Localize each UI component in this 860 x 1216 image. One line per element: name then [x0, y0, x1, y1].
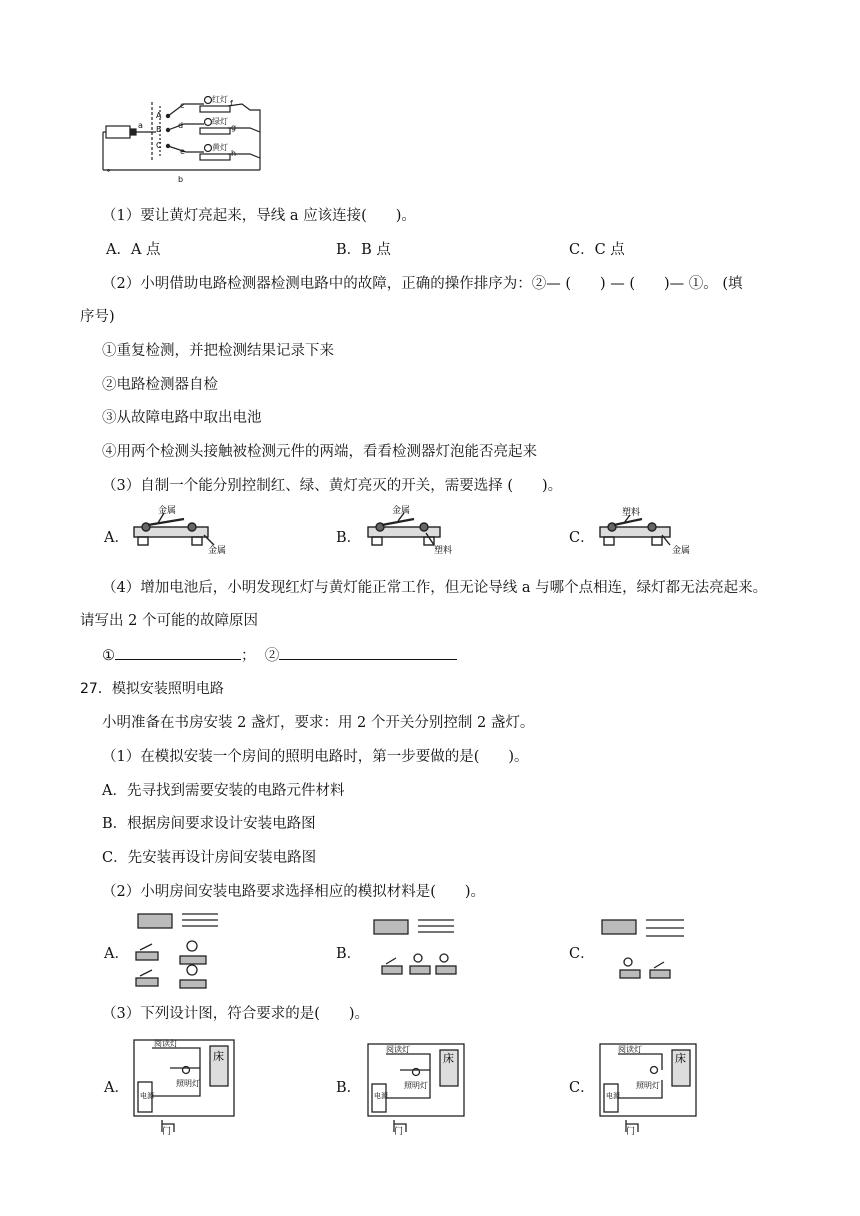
q26-p4-answer-row [102, 643, 457, 665]
label-A: A [156, 111, 162, 120]
materials-figure-c [596, 916, 696, 980]
label-red-light: 红灯 [212, 95, 228, 104]
q27-p3-option-a[interactable]: A． [104, 1080, 129, 1096]
q27-p2-option-c[interactable]: C． [569, 946, 595, 962]
q26-p3-option-c[interactable]: C． [569, 530, 595, 546]
fp-a-bed: 床 [213, 1050, 224, 1063]
fp-a-reading-lamp: 阅读灯 [154, 1039, 178, 1048]
q26-p2-step-2: ②电路检测器自检 [102, 377, 218, 393]
q27-p1-stem: （1）在模拟安装一个房间的照明电路时，第一步要做的是( )。 [102, 749, 529, 765]
label-C: C [156, 141, 162, 150]
fp-c-lighting-lamp: 照明灯 [636, 1081, 660, 1090]
q26-p3-stem: （3）自制一个能分别控制红、绿、黄灯亮灭的开关，需要选择 ( )。 [102, 478, 563, 494]
label-green-light: 绿灯 [212, 117, 228, 126]
q27-p1-option-c[interactable]: C．先安装再设计房间安装电路图 [102, 850, 317, 866]
switch-figure-a [128, 505, 238, 555]
label-h: h [231, 149, 237, 158]
label-g: g [231, 123, 237, 132]
materials-figure-b [368, 916, 468, 980]
fp-c-reading-lamp: 阅读灯 [618, 1045, 642, 1054]
fp-a-power: 电源 [140, 1092, 154, 1100]
fp-b-power: 电源 [374, 1092, 388, 1100]
q26-p4-stem-cont: 请写出 2 个可能的故障原因 [80, 613, 258, 629]
fp-c-bed: 床 [675, 1052, 686, 1065]
q26-p2-step-1: ①重复检测，并把检测结果记录下来 [102, 343, 334, 359]
fp-a-door: 门 [162, 1127, 172, 1137]
label-yellow-light: 黄灯 [212, 143, 228, 152]
label-c: c [180, 101, 185, 110]
q26-p2-step-4: ④用两个检测头接触被检测元件的两端，看看检测器灯泡能否亮起来 [102, 444, 537, 460]
switch-b-label-bottom: 塑料 [434, 546, 453, 556]
floorplan-figure-b [364, 1040, 468, 1136]
answer-2-blank[interactable] [279, 643, 457, 660]
q27-p1-option-b[interactable]: B．根据房间要求设计安装电路图 [102, 816, 316, 832]
q26-p4-stem: （4）增加电池后，小明发现红灯与黄灯能正常工作，但无论导线 a 与哪个点相连，绿灯都无法亮起来。 [102, 580, 768, 596]
fp-b-lighting-lamp: 照明灯 [404, 1081, 428, 1090]
fp-a-lighting-lamp: 照明灯 [176, 1079, 200, 1088]
q26-p3-option-b[interactable]: B． [336, 530, 362, 546]
q26-p2-step-3: ③从故障电路中取出电池 [102, 410, 262, 426]
q26-p2-stem-cont: 序号) [80, 309, 115, 325]
traffic-light-circuit-figure [100, 92, 270, 184]
q26-p3-option-a[interactable]: A． [104, 530, 129, 546]
floorplan-figure-c [596, 1040, 700, 1136]
q27-p3-stem: （3）下列设计图，符合要求的是( )。 [102, 1006, 370, 1022]
fp-b-door: 门 [394, 1127, 404, 1137]
answer-1-label: ① [102, 648, 115, 664]
q26-p1-option-c[interactable]: C．C 点 [569, 242, 625, 258]
fp-c-door: 门 [626, 1127, 636, 1137]
q27-p3-option-c[interactable]: C． [569, 1080, 595, 1096]
q26-p1-stem: （1）要让黄灯亮起来，导线 a 应该连接( )。 [102, 208, 416, 224]
label-f: f [230, 99, 233, 108]
fp-b-reading-lamp: 阅读灯 [386, 1045, 410, 1054]
floorplan-figure-a [130, 1036, 240, 1136]
dot-mark: ˚ [106, 170, 111, 181]
answer-2-label: ② [264, 648, 280, 664]
q27-p2-option-a[interactable]: A． [104, 946, 129, 962]
switch-a-label-bottom: 金属 [208, 546, 227, 556]
q27-p2-option-b[interactable]: B． [336, 946, 362, 962]
q27-p2-stem: （2）小明房间安装电路要求选择相应的模拟材料是( )。 [102, 884, 486, 900]
switch-b-label-top: 金属 [392, 506, 411, 516]
label-d: d [178, 121, 184, 130]
q27-p1-option-a[interactable]: A．先寻找到需要安装的电路元件材料 [102, 783, 345, 799]
materials-figure-a [128, 910, 228, 990]
switch-c-label-top: 塑料 [622, 508, 641, 518]
q26-p2-stem: （2）小明借助电路检测器检测电路中的故障，正确的操作排序为：②— ( ) — ( )— ①。 (填 [102, 276, 743, 292]
q27-title: 27．模拟安装照明电路 [80, 681, 224, 697]
q26-p1-option-b[interactable]: B．B 点 [336, 242, 391, 258]
switch-figure-c [596, 505, 696, 555]
switch-a-label-top: 金属 [158, 506, 177, 516]
switch-c-label-bottom: 金属 [672, 546, 691, 556]
label-e: e [180, 147, 185, 156]
fp-b-bed: 床 [443, 1052, 454, 1065]
q26-p1-option-a[interactable]: A．A 点 [106, 242, 161, 258]
fp-c-power: 电源 [606, 1092, 620, 1100]
answer-separator: ； [241, 648, 256, 664]
label-B: B [156, 125, 162, 134]
label-a: a [138, 121, 143, 130]
answer-1-blank[interactable] [115, 643, 241, 660]
q27-intro: 小明准备在书房安装 2 盏灯，要求：用 2 个开关分别控制 2 盏灯。 [102, 715, 535, 731]
switch-figure-b [364, 505, 464, 555]
q27-p3-option-b[interactable]: B． [336, 1080, 362, 1096]
label-b: b [178, 175, 184, 184]
